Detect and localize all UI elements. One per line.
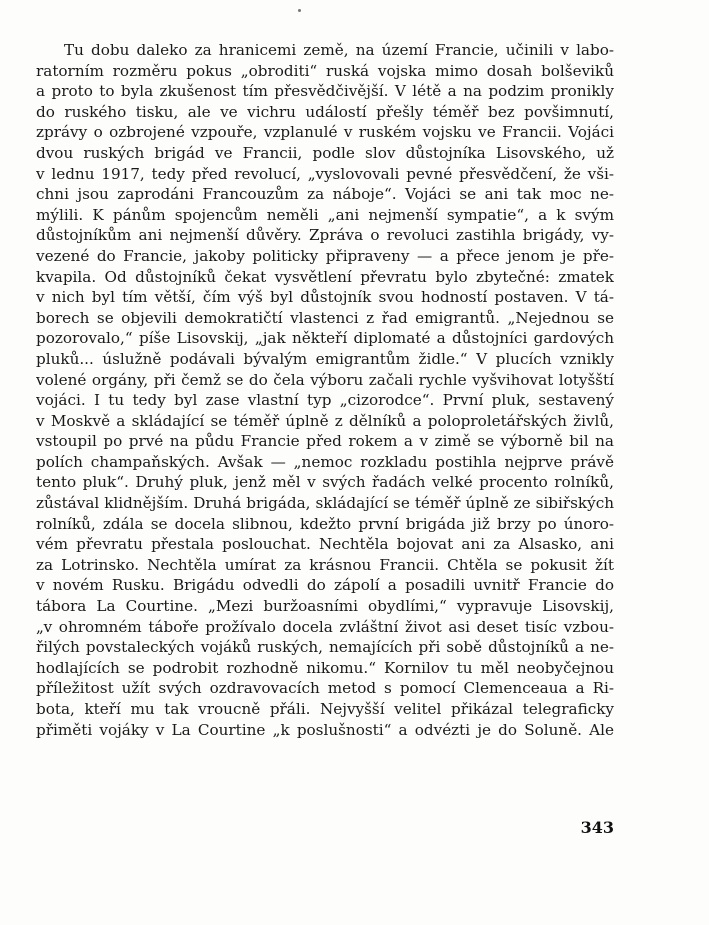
text-line: hodlajících se podrobit rozhodně nikomu.“ Kornilov tu měl neobyčejnou (36, 658, 614, 677)
text-line: v nich byl tím větší, čím výš byl důstojník svou hodností postaven. V tá- (36, 288, 614, 307)
text-line: za Lotrinsko. Nechtěla umírat za krásnou Francii. Chtěla se pokusit žít (36, 555, 614, 574)
text-line: ratorním rozměru pokus „obroditi“ ruská vojska mimo dosah bolševiků (36, 61, 614, 80)
text-line: a proto to byla zkušenost tím přesvědčivější. V létě a na podzim pronikly (36, 82, 614, 101)
text-line: tento pluk“. Druhý pluk, jenž měl v svých řadách velké procento rolníků, (36, 473, 614, 492)
text-line: tábora La Courtine. „Mezi buržoasními obydlími,“ vypravuje Lisovskij, (36, 597, 614, 616)
text-line: vojáci. I tu tedy byl zase vlastní typ „cizorodce“. První pluk, sestavený (36, 391, 614, 410)
text-line: přiměti vojáky v La Courtine „k poslušnosti“ a odvézti je do Soluně. Ale (36, 720, 614, 739)
text-line: Tu dobu daleko za hranicemi země, na území Francie, učinili v labo- (64, 41, 614, 59)
text-line: vstoupil po prvé na půdu Francie před rokem a v zimě se výborně bil na (36, 432, 614, 451)
text-line: pluků... úslužně podávali bývalým emigrantům židle.“ V plucích vznikly (36, 349, 614, 368)
print-speck (298, 9, 301, 12)
text-line: „v ohromném táboře prožívalo docela zvláštní život asi deset tisíc vzbou- (36, 617, 614, 636)
text-line: v Moskvě a skládající se téměř úplně z dělníků a poloproletářských živlů, (36, 411, 614, 430)
text-line: borech se objevili demokratičtí vlastenci z řad emigrantů. „Nejednou se (36, 308, 614, 327)
text-line: příležitost užít svých ozdravovacích metod s pomocí Clemenceaua a Ri- (36, 679, 614, 698)
text-line: do ruského tisku, ale ve vichru událostí přešly téměř bez povšimnutí, (36, 102, 614, 121)
text-line: zprávy o ozbrojené vzpouře, vzplanulé v ruském vojsku ve Francii. Vojáci (36, 123, 614, 142)
text-line: rolníků, zdála se docela slibnou, kdežto první brigáda již brzy po únoro- (36, 514, 614, 533)
text-line: volené orgány, při čemž se do čela výboru začali rychle vyšvihovat lotyšští (36, 370, 614, 389)
body-text (36, 40, 614, 740)
text-line: v lednu 1917, tedy před revolucí, „vyslovovali pevné přesvědčení, že vši- (36, 164, 614, 183)
text-line: chni jsou zaprodáni Francouzům za náboje“. Vojáci se ani tak moc ne- (36, 185, 614, 204)
text-line: řilých povstaleckých vojáků ruských, nemajících při sobě důstojníků a ne- (36, 638, 614, 657)
text-line: pozorovalo,“ píše Lisovskij, „jak někteří diplomaté a důstojníci gardových (36, 329, 614, 348)
page-number: 343 (580, 818, 614, 837)
text-line: mýlili. K pánům spojencům neměli „ani nejmenší sympatie“, a k svým (36, 205, 614, 224)
text-line: zůstával klidnějším. Druhá brigáda, skládající se téměř úplně ze sibiřských (36, 494, 614, 513)
text-line: v novém Rusku. Brigádu odvedli do zápolí a posadili uvnitř Francie do (36, 576, 614, 595)
text-line: důstojníkům ani nejmenší důvěry. Zpráva o revoluci zastihla brigády, vy- (36, 226, 614, 245)
text-line: vezené do Francie, jakoby politicky připraveny — a přece jenom je pře- (36, 246, 614, 265)
text-line: dvou ruských brigád ve Francii, podle slov důstojníka Lisovského, už (36, 143, 614, 162)
text-line: bota, kteří mu tak vroucně přáli. Nejvyšší velitel přikázal telegraficky (36, 700, 614, 718)
text-line: vém převratu přestala poslouchat. Nechtěla bojovat ani za Alsasko, ani (36, 535, 614, 554)
text-line: kvapila. Od důstojníků čekat vysvětlení převratu bylo zbytečné: zmatek (36, 267, 614, 286)
text-line: polích champaňských. Avšak — „nemoc rozkladu postihla nejprve právě (36, 452, 614, 471)
